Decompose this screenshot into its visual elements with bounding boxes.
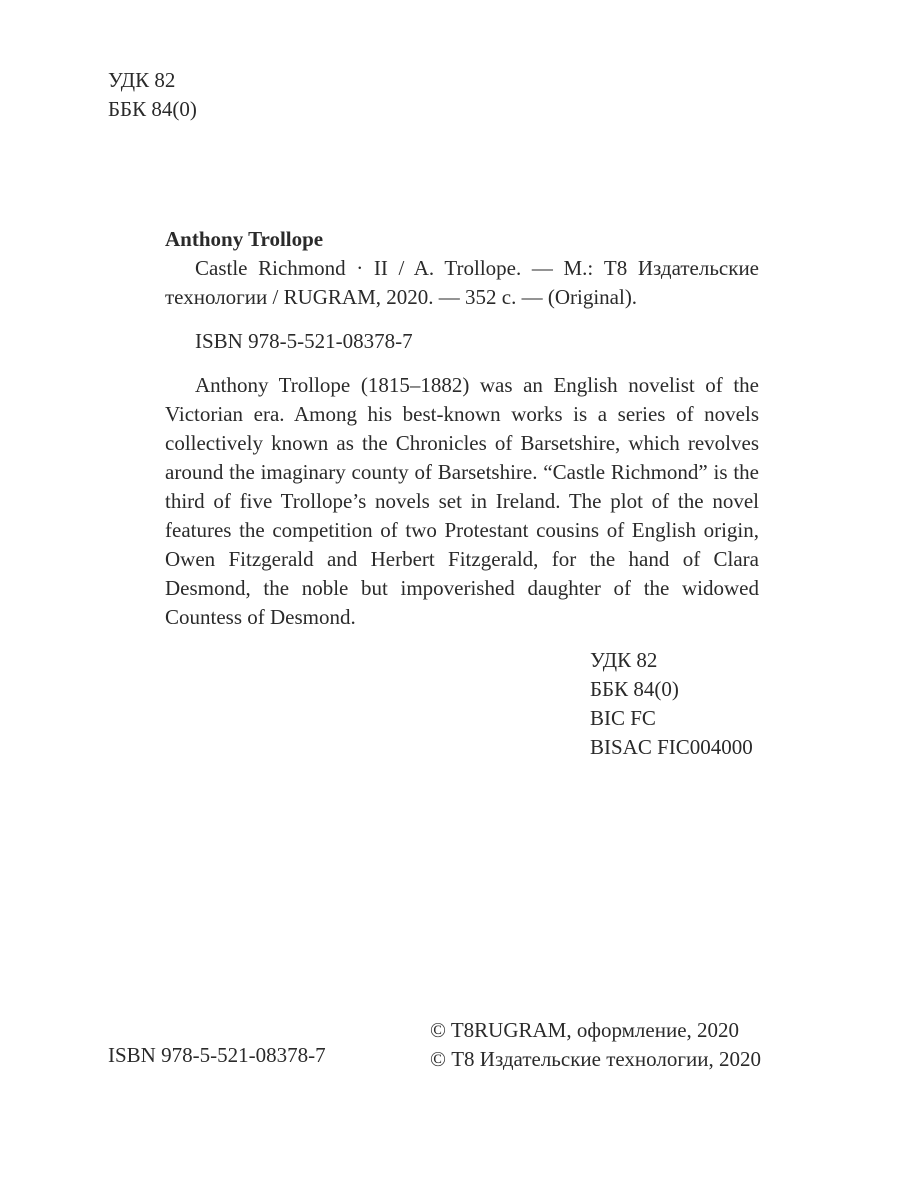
bibliographic-record — [165, 225, 759, 632]
annotation-paragraph: Anthony Trollope (1815–1882) was an English novelist of the Victorian era. Among his best-known works is a series of novels collectively known as the Chronicles of Barsetshire, which revolves around the imaginary county of Barsetshire. “Castle Richmond” is the third of five Trollope’s novels set in Ireland. The plot of the novel features the competition of two Protestant cousins of English origin, Owen Fitzgerald and Herbert Fitzgerald, for the hand of Clara Desmond, the noble but impoverished daughter of the widowed Countess of Desmond. — [165, 373, 759, 629]
classification-codes — [590, 646, 753, 762]
footer-isbn: ISBN 978-5-521-08378-7 — [108, 1043, 326, 1067]
top-classification-codes — [108, 66, 197, 124]
udk-code: УДК 82 — [590, 648, 658, 672]
author-heading: Anthony Trollope — [165, 227, 324, 251]
bbk-code: ББК 84(0) — [590, 677, 679, 701]
bbk-code: ББК 84(0) — [108, 97, 197, 121]
isbn-line: ISBN 978-5-521-08378-7 — [195, 329, 413, 353]
bisac-code: BISAC FIC004000 — [590, 735, 753, 759]
copyright-publisher: © Т8 Издательские технологии, 2020 — [430, 1047, 761, 1071]
copyright-notices — [430, 1016, 761, 1074]
bibliographic-citation: Castle Richmond · II / A. Trollope. — М.: Т8 Издательские технологии / RUGRAM, 2020. — 352 с. — (Original). — [165, 256, 759, 309]
copyright-design: © T8RUGRAM, оформление, 2020 — [430, 1018, 740, 1042]
bic-code: BIC FC — [590, 706, 656, 730]
udk-code: УДК 82 — [108, 68, 176, 92]
